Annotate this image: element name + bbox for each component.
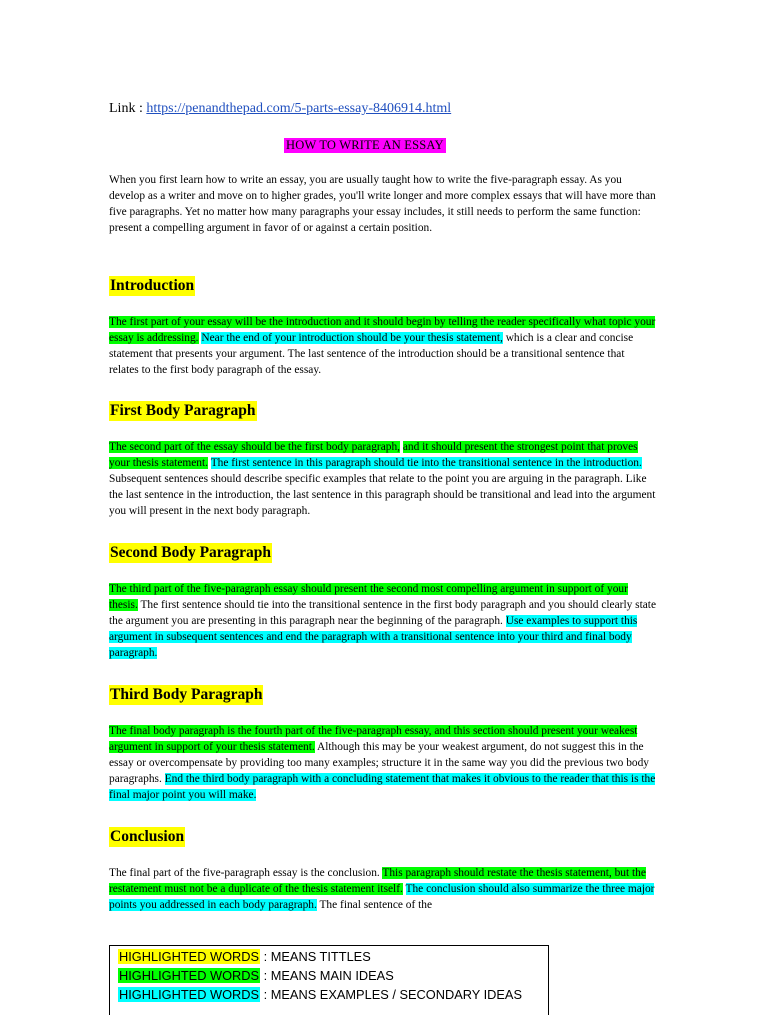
main-idea-text: The third part of the five-paragraph essay should present the second most compelling argument in support of your thesis. bbox=[109, 583, 628, 611]
main-idea-text: The first part of your essay will be the introduction and it should begin by telling the reader specifically what topic your essay is addressing. bbox=[109, 316, 656, 344]
legend-row-examples bbox=[118, 986, 522, 1004]
main-idea-text: The final body paragraph is the fourth part of the five-paragraph essay, and this section should present your weakest argument in support of your thesis statement. bbox=[109, 725, 638, 753]
legend-swatch-label: HIGHLIGHTED WORDS bbox=[119, 949, 260, 964]
document-title: HOW TO WRITE AN ESSAY bbox=[286, 138, 444, 152]
plain-text: The final sentence of the bbox=[316, 898, 433, 911]
plain-text: Subsequent sentences should describe specific examples that relate to the point you are arguing in the paragraph. Like the last sentence in the introduction, the last sentence in this paragraph should be transitional and lead into the argument you will present in the next body paragraph. bbox=[109, 472, 656, 517]
plain-text: The final part of the five-paragraph essay is the conclusion. bbox=[109, 867, 383, 879]
example-text: Use examples to support this argument in subsequent sentences and end the paragraph with a transitional sentence into your third and final body paragraph. bbox=[109, 614, 638, 659]
example-text: The conclusion should also summarize the three major points you addressed in each body paragraph. bbox=[109, 882, 655, 911]
highlight-legend bbox=[109, 945, 549, 1015]
section-paragraph-first-body bbox=[109, 440, 657, 520]
legend-meaning: : MEANS MAIN IDEAS bbox=[260, 968, 394, 983]
section-heading-introduction: Introduction bbox=[110, 277, 195, 294]
plain-text: The first sentence should tie into the transitional sentence in the first body paragraph and you should clearly state the argument you are presenting in this paragraph near the beginning of the paragraph. bbox=[109, 598, 657, 627]
plain-text: Although this may be your weakest argument, do not suggest this in the essay or overcompensate by providing too many examples; structure it in the same way you did the previous two body paragraphs. bbox=[109, 740, 649, 785]
section-heading-third-body: Third Body Paragraph bbox=[110, 686, 263, 703]
main-idea-text: and it should present the strongest point that proves your thesis statement. bbox=[109, 441, 638, 469]
section-paragraph-conclusion bbox=[109, 866, 657, 914]
legend-meaning: : MEANS TITTLES bbox=[260, 949, 371, 964]
main-idea-text: The second part of the essay should be the first body paragraph, bbox=[109, 441, 401, 453]
source-link-line bbox=[109, 101, 451, 117]
section-heading-conclusion: Conclusion bbox=[110, 828, 185, 845]
example-text: Near the end of your introduction should be your thesis statement, bbox=[201, 331, 503, 344]
legend-meaning: : MEANS EXAMPLES / SECONDARY IDEAS bbox=[260, 987, 523, 1002]
section-paragraph-introduction bbox=[109, 315, 657, 379]
section-paragraph-second-body bbox=[109, 582, 657, 662]
section-heading-second-body: Second Body Paragraph bbox=[110, 544, 272, 561]
legend-swatch-label: HIGHLIGHTED WORDS bbox=[119, 987, 260, 1002]
legend-row-titles bbox=[118, 948, 371, 966]
example-text: The first sentence in this paragraph should tie into the transitional sentence in the introduction. bbox=[210, 456, 642, 469]
legend-row-main-ideas bbox=[118, 967, 394, 985]
main-idea-text: This paragraph should restate the thesis statement, but the restatement must not be a duplicate of the thesis statement itself. bbox=[109, 867, 646, 895]
legend-swatch-label: HIGHLIGHTED WORDS bbox=[119, 968, 260, 983]
link-label: Link : bbox=[109, 101, 147, 116]
intro-paragraph: When you first learn how to write an essay, you are usually taught how to write the five-paragraph essay. As you develop as a writer and move on to higher grades, you'll write longer and more complex essays that will have more than five paragraphs. Yet no matter how many paragraphs your essay includes, it still needs to perform the same function: present a compelling argument in favor of or against a certain position. bbox=[109, 174, 656, 234]
section-heading-first-body: First Body Paragraph bbox=[110, 402, 256, 419]
example-text: End the third body paragraph with a concluding statement that makes it obvious to the reader that this is the final major point you will make. bbox=[109, 772, 656, 801]
source-link[interactable]: https://penandthepad.com/5-parts-essay-8406914.html bbox=[146, 101, 452, 116]
plain-text: which is a clear and concise statement that presents your argument. The last sentence of the introduction should be a transitional sentence that relates to the first body paragraph of the essay. bbox=[109, 331, 634, 376]
section-paragraph-third-body bbox=[109, 724, 657, 804]
